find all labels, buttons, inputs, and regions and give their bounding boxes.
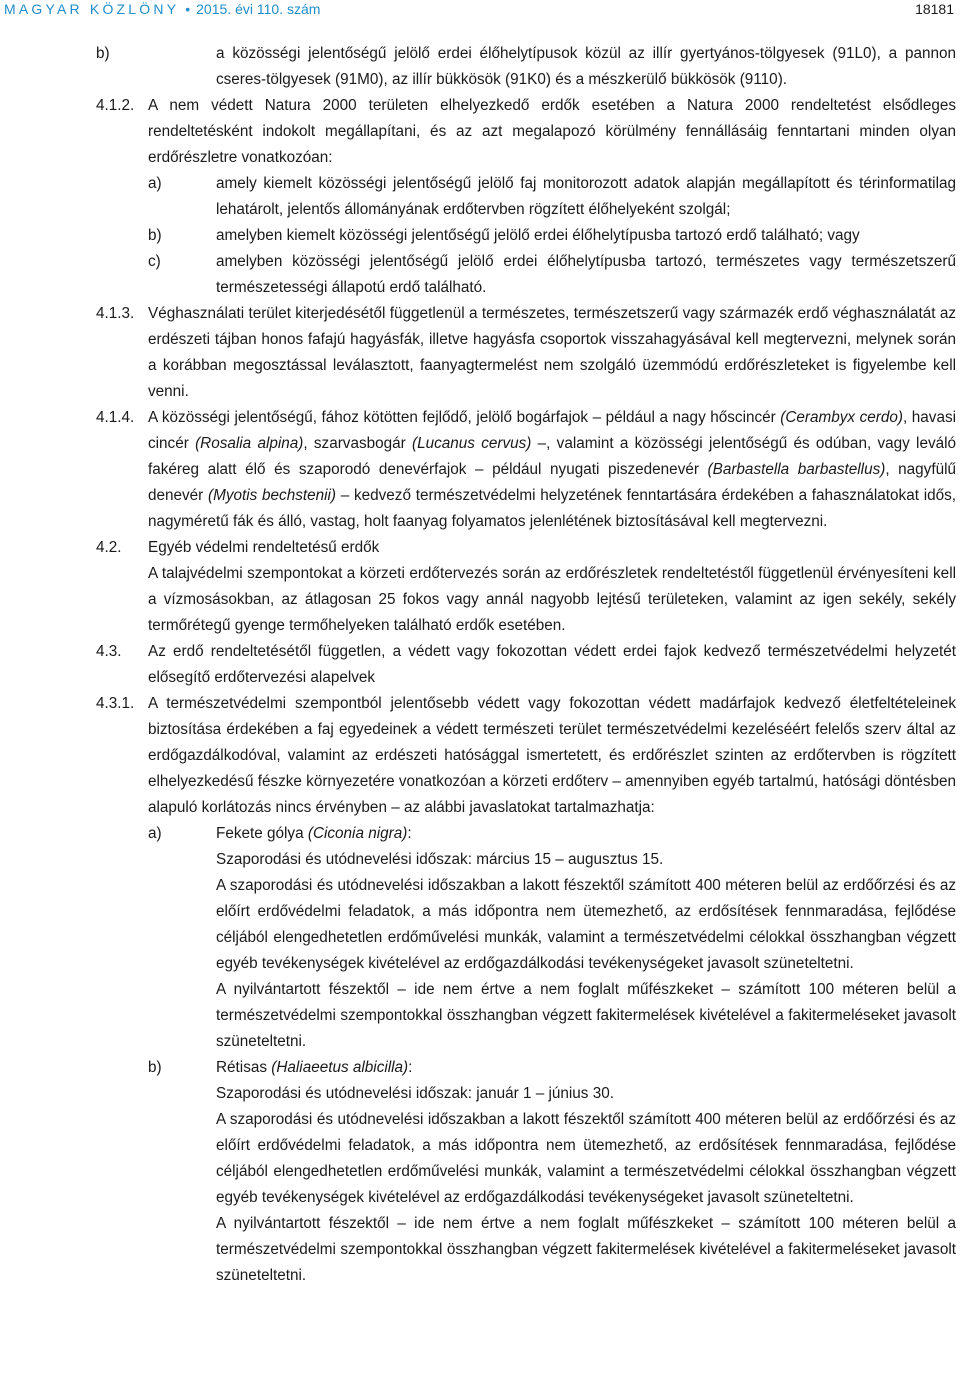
header-bullet: • xyxy=(185,1,191,17)
item-text: amelyben kiemelt közösségi jelentőségű jelölő erdei élőhelytípusba tartozó erdő található; vagy xyxy=(216,227,860,244)
section-4-3 xyxy=(0,639,960,691)
item-letter: b) xyxy=(148,1059,162,1076)
item-text: amely kiemelt közösségi jelentőségű jelölő faj monitorozott adatok alapján megállapított és térinformatilag lehatárolt, jelentős állományának erdőtervben rögzített élőhelyeként szolgál; xyxy=(216,175,956,218)
item-text: amelyben közösségi jelentőségű jelölő erdei élőhelytípusba tartozó, természetes vagy természetszerű természetességi állapotú erdő található. xyxy=(216,253,956,296)
latin-name: (Rosalia alpina) xyxy=(195,435,304,452)
section-4-3-1 xyxy=(0,691,960,821)
list-item-4-1-2-a xyxy=(0,171,960,223)
rule-100m-b: A nyilvántartott fészektől – ide nem értve a nem foglalt műfészkeket – számított 100 méteren belül a természetvédelmi szempontokkal összhangban végzett fakitermelések kivételével a fakitermeléseket javasolt szüneteltetni. xyxy=(216,1215,956,1284)
rule-400m-a: A szaporodási és utódnevelési időszakban a lakott fészektől számított 400 méteren belül az erdőőrzési és az előírt erdővédelmi feladatok, a más időpontra nem ütemezhető, az erdősítések fennmaradása, fejlődése céljából elengedhetetlen erdőművelési munkák, valamint a természetvédelmi célokkal összhangban végzett egyéb tevékenységek kivételével az erdőgazdálkodási tevékenységeket javasolt szüneteltetni. xyxy=(216,877,956,972)
latin-name: (Barbastella barbastellus) xyxy=(707,461,886,478)
section-4-1-2 xyxy=(0,93,960,171)
section-title: Az erdő rendeltetésétől független, a védett vagy fokozottan védett erdei fajok kedvező természetvédelmi helyzetét elősegítő erdőtervezési alapelvek xyxy=(148,643,956,686)
document-body xyxy=(0,41,960,1289)
issue-label: 2015. évi 110. szám xyxy=(196,1,321,17)
page-header xyxy=(0,0,960,24)
item-letter: b) xyxy=(96,45,110,62)
species-name: Rétisas (Haliaeetus albicilla): xyxy=(216,1059,413,1076)
latin-name: (Haliaeetus albicilla) xyxy=(271,1059,409,1076)
section-number: 4.1.2. xyxy=(96,97,135,114)
section-4-2 xyxy=(0,535,960,561)
section-text: A talajvédelmi szempontokat a körzeti erdőtervezés során az erdőrészletek rendeltetéstől függetlenül érvényesíteni kell a vízmosásokban, az átlagosan 25 fokos vagy annál nagyobb lejtésű területeken, valamint az igen sekély, sekély termőrétegű gyenge termőhelyeken található erdők esetében. xyxy=(148,565,956,634)
item-letter: a) xyxy=(148,825,162,842)
rule-100m-a: A nyilvántartott fészektől – ide nem értve a nem foglalt műfészkeket – számított 100 méteren belül a természetvédelmi szempontokkal összhangban végzett fakitermelések kivételével a fakitermeléseket javasolt szüneteltetni. xyxy=(216,981,956,1050)
section-text: Véghasználati terület kiterjedésétől függetlenül a természetes, természetszerű vagy származék erdő véghasználatát az erdészeti tájban honos fafajú hagyásfák, illetve hagyásfa csoportok visszahagyásával kell megtervezni, melynek során a korábban megosztással leválasztott, faanyagtermelést nem szolgáló üzemmódú erdőrészleteket is figyelembe kell venni. xyxy=(148,305,956,400)
list-item-4-1-2-c xyxy=(0,249,960,301)
section-number: 4.1.3. xyxy=(96,305,135,322)
running-head xyxy=(4,0,320,18)
section-text: A természetvédelmi szempontból jelentősebb védett vagy fokozottan védett madárfajok kedvező életfeltételeinek biztosítása érdekében a faj egyedeinek a védett természeti terület természetvédelmi kezeléséért felelős szerv által az erdőgazdálkodóval, valamint az erdészeti hatósággal ismertetett, és erdőrészlet szinten az erdőtervben is rögzített elhelyezkedésű fészke környezetére vonatkozóan a körzeti erdőterv – amennyiben egyéb tartalmú, hatósági döntésben alapuló korlátozás nincs érvényben – az alábbi javaslatokat tartalmazhatja: xyxy=(148,695,956,816)
item-text: a közösségi jelentőségű jelölő erdei élőhelytípusok közül az illír gyertyános-tölgyesek (91L0), a pannon cseres-tölgyesek (91M0), az illír bükkösök (91K0) és a mészkerülő bükkösök (9110). xyxy=(216,45,956,88)
section-4-1-4 xyxy=(0,405,960,535)
section-text: A közösségi jelentőségű, fához kötötten fejlődő, jelölő bogárfajok – például a nagy hőscincér (Cerambyx cerdo), havasi cincér (Rosalia alpina), szarvasbogár (Lucanus cervus) –, valamint a közösségi jelentőségű és odúban, vagy leváló fakéreg alatt élő és szaporodó denevérfajok – például nyugati piszedenevér (Barbastella barbastellus), nagyfülű denevér (Myotis bechstenii) – kedvező természetvédelmi helyzetének fenntartására érdekében a fahasználatokat idős, nagyméretű fák és álló, vastag, holt faanyag folyamatos jelenlétének biztosításával kell megtervezni. xyxy=(148,409,957,530)
latin-name: (Lucanus cervus) xyxy=(412,435,532,452)
item-letter: a) xyxy=(148,175,162,192)
section-4-1-3 xyxy=(0,301,960,405)
latin-name: (Ciconia nigra) xyxy=(307,825,408,842)
section-number: 4.3. xyxy=(96,643,122,660)
breeding-period-b: Szaporodási és utódnevelési időszak: január 1 – június 30. xyxy=(216,1085,614,1102)
section-text: A nem védett Natura 2000 területen elhelyezkedő erdők esetében a Natura 2000 rendeltetést elsődleges rendeltetésként indokolt megállapítani, és az azt megalapozó körülmény fennállásáig fenntartani minden olyan erdőrészletre vonatkozóan: xyxy=(148,97,956,166)
section-number: 4.1.4. xyxy=(96,409,135,426)
rule-400m-b: A szaporodási és utódnevelési időszakban a lakott fészektől számított 400 méteren belül az erdőőrzési és az előírt erdővédelmi feladatok, a más időpontra nem ütemezhető, az erdősítések fennmaradása, fejlődése céljából elengedhetetlen erdőművelési munkák, valamint a természetvédelmi célokkal összhangban végzett egyéb tevékenységek kivételével az erdőgazdálkodási tevékenységeket javasolt szüneteltetni. xyxy=(216,1111,956,1206)
list-item-4-1-2-b xyxy=(0,223,960,249)
section-title: Egyéb védelmi rendeltetésű erdők xyxy=(148,539,380,556)
list-item-4-3-1-b xyxy=(0,1055,960,1081)
publication-name: MAGYAR KÖZLÖNY xyxy=(4,1,180,17)
section-number: 4.2. xyxy=(96,539,122,556)
list-item-b-top xyxy=(0,41,960,93)
latin-name: (Cerambyx cerdo) xyxy=(780,409,903,426)
item-letter: c) xyxy=(148,253,161,270)
section-number: 4.3.1. xyxy=(96,695,135,712)
section-4-2-body xyxy=(0,561,960,639)
page-number: 18181 xyxy=(915,1,954,17)
breeding-period-a: Szaporodási és utódnevelési időszak: március 15 – augusztus 15. xyxy=(216,851,664,868)
latin-name: (Myotis bechstenii) xyxy=(208,487,337,504)
species-name: Fekete gólya (Ciconia nigra): xyxy=(216,825,412,842)
list-item-4-3-1-a xyxy=(0,821,960,847)
item-letter: b) xyxy=(148,227,162,244)
